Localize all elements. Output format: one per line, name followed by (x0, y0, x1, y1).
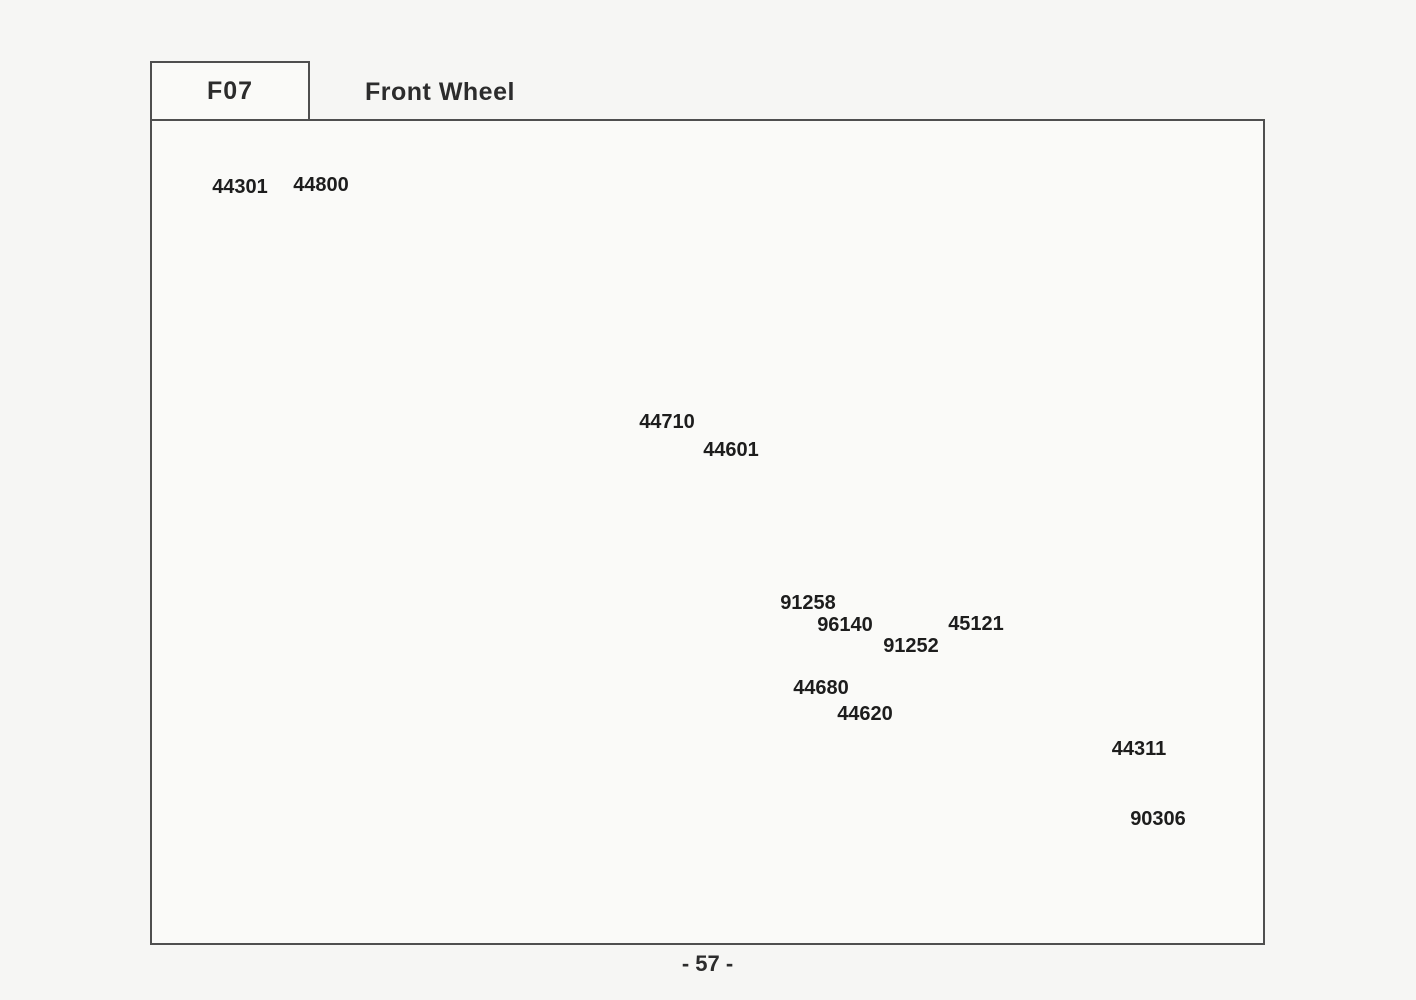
part-label-44601: 44601 (703, 439, 759, 461)
part-label-44301: 44301 (212, 176, 268, 198)
page-number: - 57 - (681, 951, 734, 976)
part-label-44710: 44710 (639, 411, 695, 433)
part-label-44620: 44620 (837, 703, 893, 725)
part-label-45121: 45121 (948, 613, 1004, 635)
part-label-44800: 44800 (293, 174, 349, 196)
section-code-box (150, 61, 310, 121)
part-label-91252: 91252 (883, 635, 939, 657)
part-label-96140: 96140 (817, 614, 873, 636)
section-code: F07 (206, 76, 254, 105)
diagram-border-frame (150, 119, 1265, 945)
part-label-90306: 90306 (1130, 808, 1186, 830)
part-label-44680: 44680 (793, 677, 849, 699)
page-title: Front Wheel (365, 78, 515, 106)
part-label-44311: 44311 (1111, 738, 1167, 760)
part-label-91258: 91258 (780, 592, 836, 614)
